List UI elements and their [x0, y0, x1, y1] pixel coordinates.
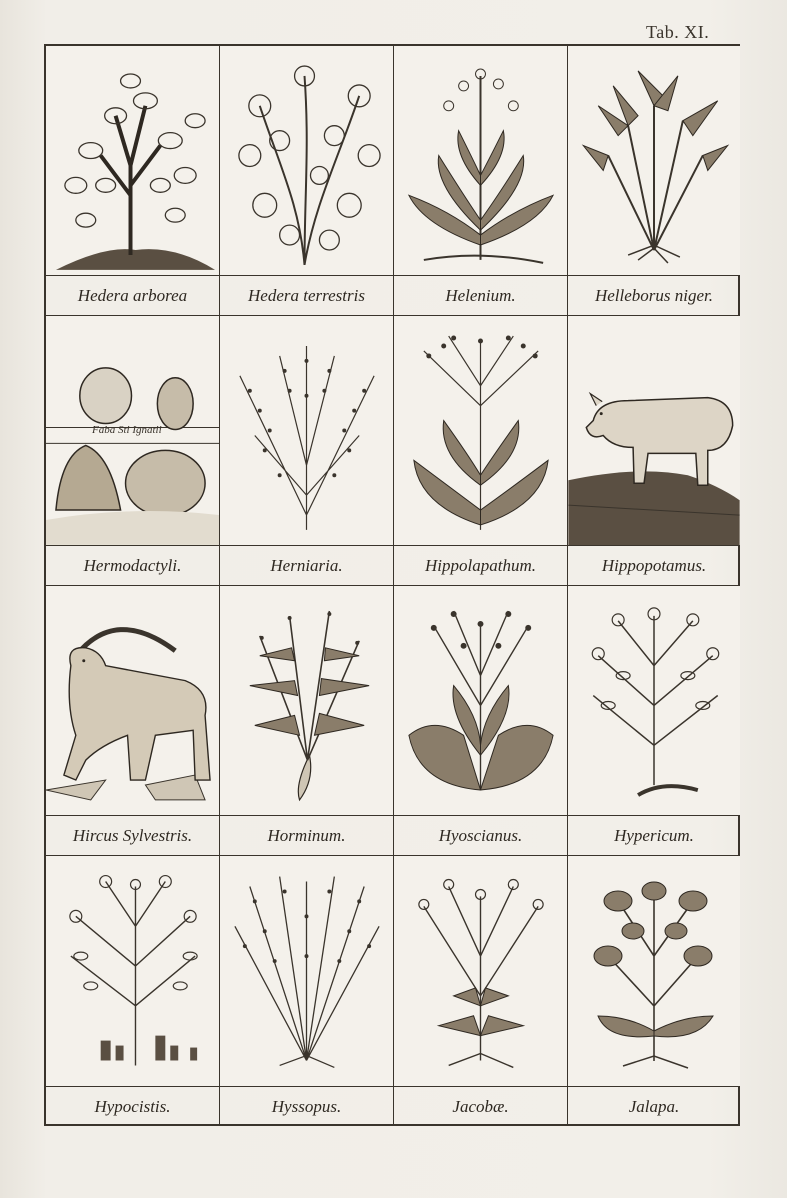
faba-inset-label: Faba Sti Ignatii: [92, 424, 162, 436]
plate-cell-10: [220, 586, 394, 856]
hyssopus-engraving: [220, 856, 393, 1086]
helenium-engraving: [394, 46, 567, 275]
plate-cell-6: [220, 316, 394, 586]
cell-caption: Helleborus niger.: [568, 275, 740, 315]
plate-cell-9: [46, 586, 220, 856]
helleborus-niger-engraving: [568, 46, 740, 275]
plate-cell-15: [394, 856, 568, 1126]
plate-cell-2: [220, 46, 394, 316]
cell-caption: Hyoscianus.: [394, 815, 567, 855]
jalapa-engraving: [568, 856, 740, 1086]
cell-caption: Hypocistis.: [46, 1086, 219, 1126]
cell-caption: Hypericum.: [568, 815, 740, 855]
cell-caption: Hippolapathum.: [394, 545, 567, 585]
hypericum-engraving: [568, 586, 740, 815]
cell-caption: Hermodactyli.: [46, 545, 219, 585]
cell-caption: Hedera terrestris: [220, 275, 393, 315]
hippopotamus-engraving: [568, 316, 740, 545]
cell-caption: Jalapa.: [568, 1086, 740, 1126]
herniaria-engraving: [220, 316, 393, 545]
hippolapathum-engraving: [394, 316, 567, 545]
plate-cell-8: [568, 316, 740, 586]
cell-caption: Hircus Sylvestris.: [46, 815, 219, 855]
cell-caption: Horminum.: [220, 815, 393, 855]
plate-cell-14: [220, 856, 394, 1126]
plate-cell-5: [46, 316, 220, 586]
cell-caption: Jacobæ.: [394, 1086, 567, 1126]
plate-cell-13: [46, 856, 220, 1126]
plate-grid: [44, 44, 740, 1126]
plate-cell-16: [568, 856, 740, 1126]
cell-caption: Hippopotamus.: [568, 545, 740, 585]
cell-caption: Hyssopus.: [220, 1086, 393, 1126]
plate-cell-11: [394, 586, 568, 856]
plate-cell-1: [46, 46, 220, 316]
hypocistis-engraving: [46, 856, 219, 1086]
plate-cell-7: [394, 316, 568, 586]
plate-title: Tab. XI.: [646, 22, 710, 42]
cell-caption: Herniaria.: [220, 545, 393, 585]
hircus-sylvestris-engraving: [46, 586, 219, 815]
hedera-arborea-engraving: [46, 46, 219, 275]
hedera-terrestris-engraving: [220, 46, 393, 275]
horminum-engraving: [220, 586, 393, 815]
plate-cell-4: [568, 46, 740, 316]
cell-caption: Helenium.: [394, 275, 567, 315]
cell-caption: Hedera arborea: [46, 275, 219, 315]
hyoscianus-engraving: [394, 586, 567, 815]
plate-cell-3: [394, 46, 568, 316]
jacobae-engraving: [394, 856, 567, 1086]
plate-cell-12: [568, 586, 740, 856]
